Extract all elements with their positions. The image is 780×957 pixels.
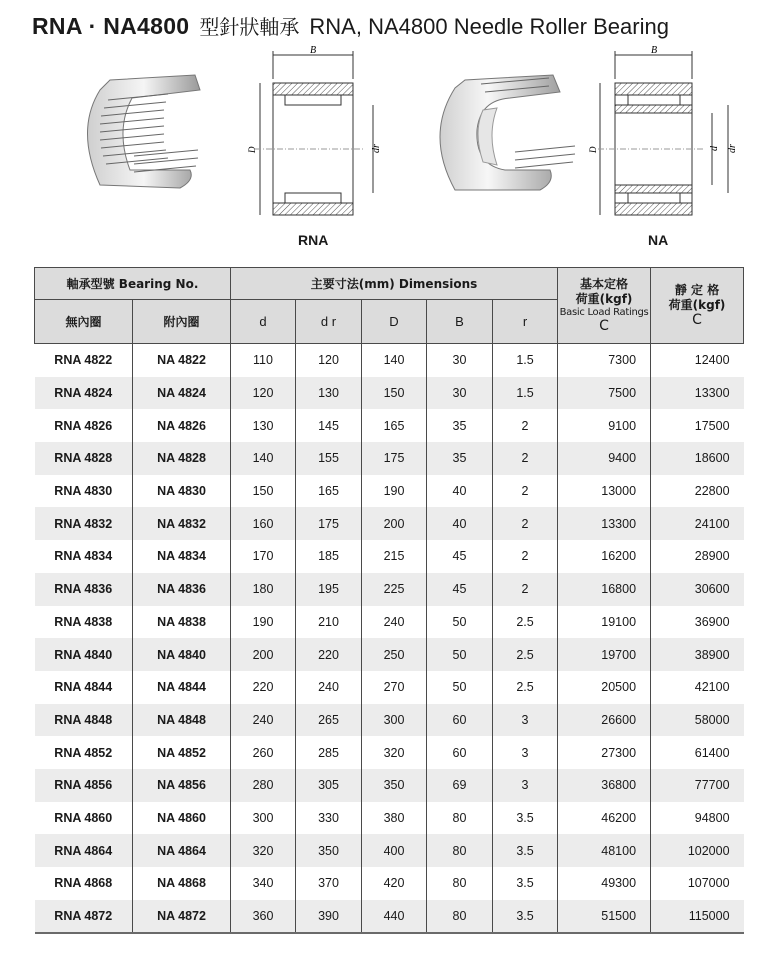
bearing-rna: RNA 4852	[35, 736, 133, 769]
load-static: 38900	[651, 638, 744, 671]
dim-r: 2.5	[493, 606, 558, 639]
na-section-diagram-icon	[580, 45, 750, 245]
bearing-na: NA 4860	[133, 802, 231, 835]
dim-d: 300	[231, 802, 296, 835]
dim-dr: 185	[296, 540, 362, 573]
load-static: 12400	[651, 344, 744, 377]
table-row	[35, 704, 744, 737]
load-static: 94800	[651, 802, 744, 835]
dim-B: 35	[427, 442, 493, 475]
dim-d: 190	[231, 606, 296, 639]
dim-dr: 210	[296, 606, 362, 639]
bearing-na: NA 4826	[133, 409, 231, 442]
load-dynamic: 16800	[558, 573, 651, 606]
load-dynamic: 48100	[558, 834, 651, 867]
dim-d: 220	[231, 671, 296, 704]
bearing-rna: RNA 4844	[35, 671, 133, 704]
dim-d: 110	[231, 344, 296, 377]
bearing-rna: RNA 4828	[35, 442, 133, 475]
load-dynamic: 7500	[558, 377, 651, 410]
load-dynamic: 7300	[558, 344, 651, 377]
bearing-na: NA 4822	[133, 344, 231, 377]
page-title	[32, 12, 669, 41]
load-static: 36900	[651, 606, 744, 639]
bearing-na: NA 4856	[133, 769, 231, 802]
header-dr: d r	[296, 300, 362, 344]
series-name: RNA · NA4800	[32, 13, 190, 39]
dim-B: 80	[427, 900, 493, 934]
dim-D: 250	[362, 638, 427, 671]
dim-D: 300	[362, 704, 427, 737]
load-dynamic: 49300	[558, 867, 651, 900]
header-bearing-no: 軸承型號 Bearing No.	[35, 268, 231, 300]
dim-d: 170	[231, 540, 296, 573]
load-dynamic: 9400	[558, 442, 651, 475]
dim-B: 30	[427, 377, 493, 410]
dim-dr: 165	[296, 475, 362, 508]
dim-r: 2.5	[493, 638, 558, 671]
load-static: 107000	[651, 867, 744, 900]
load-static: 42100	[651, 671, 744, 704]
dim-r: 3.5	[493, 802, 558, 835]
dim-r: 3.5	[493, 900, 558, 934]
bearing-na: NA 4844	[133, 671, 231, 704]
svg-text:dr: dr	[371, 144, 382, 153]
bearing-rna: RNA 4822	[35, 344, 133, 377]
dim-dr: 120	[296, 344, 362, 377]
dim-D: 440	[362, 900, 427, 934]
header-dimensions: 主要寸法(mm) Dimensions	[231, 268, 558, 300]
bearing-na: NA 4840	[133, 638, 231, 671]
dim-B: 35	[427, 409, 493, 442]
load-dynamic: 36800	[558, 769, 651, 802]
bearing-rna: RNA 4860	[35, 802, 133, 835]
dim-d: 200	[231, 638, 296, 671]
dim-d: 240	[231, 704, 296, 737]
bearing-na: NA 4838	[133, 606, 231, 639]
rna-section-diagram-icon	[245, 45, 395, 245]
table-row	[35, 573, 744, 606]
header-d: d	[231, 300, 296, 344]
header-B: B	[427, 300, 493, 344]
bearing-rna: RNA 4868	[35, 867, 133, 900]
dim-dr: 175	[296, 507, 362, 540]
header-static-load: 靜 定 格 荷重(kgf) C	[651, 268, 744, 344]
dim-d: 360	[231, 900, 296, 934]
dim-dr: 390	[296, 900, 362, 934]
load-dynamic: 9100	[558, 409, 651, 442]
dim-B: 60	[427, 704, 493, 737]
dim-dr: 330	[296, 802, 362, 835]
dim-d: 130	[231, 409, 296, 442]
dim-B: 50	[427, 606, 493, 639]
load-static: 102000	[651, 834, 744, 867]
dim-D: 215	[362, 540, 427, 573]
load-static: 61400	[651, 736, 744, 769]
dim-D: 175	[362, 442, 427, 475]
dim-D: 320	[362, 736, 427, 769]
dim-r: 2	[493, 409, 558, 442]
load-static: 115000	[651, 900, 744, 934]
bearing-rna: RNA 4824	[35, 377, 133, 410]
dim-dr: 220	[296, 638, 362, 671]
bearing-rna: RNA 4832	[35, 507, 133, 540]
spec-table	[34, 267, 744, 934]
load-static: 30600	[651, 573, 744, 606]
dim-D: 200	[362, 507, 427, 540]
load-static: 24100	[651, 507, 744, 540]
dim-dr: 305	[296, 769, 362, 802]
dim-r: 1.5	[493, 377, 558, 410]
header-without-inner-ring: 無內圈	[35, 300, 133, 344]
dim-d: 150	[231, 475, 296, 508]
table-row	[35, 442, 744, 475]
load-dynamic: 26600	[558, 704, 651, 737]
bearing-rna: RNA 4856	[35, 769, 133, 802]
dim-B: 40	[427, 507, 493, 540]
svg-text:dr: dr	[727, 144, 738, 153]
title-english: RNA, NA4800 Needle Roller Bearing	[309, 14, 669, 39]
dim-r: 2	[493, 507, 558, 540]
svg-text:d: d	[709, 146, 720, 151]
dim-r: 2.5	[493, 671, 558, 704]
bearing-rna: RNA 4834	[35, 540, 133, 573]
svg-text:B: B	[650, 45, 658, 56]
dim-D: 240	[362, 606, 427, 639]
load-static: 22800	[651, 475, 744, 508]
dim-B: 50	[427, 638, 493, 671]
load-dynamic: 27300	[558, 736, 651, 769]
dim-D: 420	[362, 867, 427, 900]
dim-dr: 130	[296, 377, 362, 410]
load-dynamic: 13300	[558, 507, 651, 540]
load-dynamic: 19100	[558, 606, 651, 639]
bearing-na: NA 4872	[133, 900, 231, 934]
dim-D: 140	[362, 344, 427, 377]
bearing-rna: RNA 4848	[35, 704, 133, 737]
load-static: 58000	[651, 704, 744, 737]
dim-B: 80	[427, 834, 493, 867]
dim-r: 2	[493, 573, 558, 606]
bearing-na: NA 4864	[133, 834, 231, 867]
dim-r: 3.5	[493, 834, 558, 867]
dim-D: 380	[362, 802, 427, 835]
dim-dr: 350	[296, 834, 362, 867]
bearing-na: NA 4830	[133, 475, 231, 508]
bearing-na: NA 4848	[133, 704, 231, 737]
dim-d: 320	[231, 834, 296, 867]
load-static: 13300	[651, 377, 744, 410]
dim-B: 45	[427, 540, 493, 573]
load-dynamic: 13000	[558, 475, 651, 508]
rna-bearing-photo-icon	[70, 70, 230, 200]
bearing-rna: RNA 4830	[35, 475, 133, 508]
dim-D: 150	[362, 377, 427, 410]
table-row	[35, 475, 744, 508]
dim-d: 260	[231, 736, 296, 769]
dim-dr: 285	[296, 736, 362, 769]
rna-caption: RNA	[298, 232, 329, 248]
table-row	[35, 507, 744, 540]
bearing-rna: RNA 4864	[35, 834, 133, 867]
bearing-na: NA 4828	[133, 442, 231, 475]
dim-r: 1.5	[493, 344, 558, 377]
dim-D: 190	[362, 475, 427, 508]
dim-r: 3.5	[493, 867, 558, 900]
table-row	[35, 834, 744, 867]
table-row	[35, 900, 744, 934]
load-static: 28900	[651, 540, 744, 573]
na-caption: NA	[648, 232, 669, 248]
load-dynamic: 20500	[558, 671, 651, 704]
table-row	[35, 802, 744, 835]
table-row	[35, 769, 744, 802]
dim-dr: 370	[296, 867, 362, 900]
dim-B: 69	[427, 769, 493, 802]
bearing-rna: RNA 4836	[35, 573, 133, 606]
load-static: 18600	[651, 442, 744, 475]
dim-D: 225	[362, 573, 427, 606]
table-row	[35, 638, 744, 671]
header-with-inner-ring: 附內圈	[133, 300, 231, 344]
table-row	[35, 736, 744, 769]
dim-dr: 240	[296, 671, 362, 704]
dim-D: 270	[362, 671, 427, 704]
dim-r: 3	[493, 704, 558, 737]
dim-r: 2	[493, 475, 558, 508]
dim-B: 40	[427, 475, 493, 508]
dim-B: 60	[427, 736, 493, 769]
na-bearing-photo-icon	[425, 70, 595, 205]
table-row	[35, 409, 744, 442]
header-D: D	[362, 300, 427, 344]
svg-text:D: D	[588, 146, 598, 153]
dim-d: 340	[231, 867, 296, 900]
bearing-rna: RNA 4826	[35, 409, 133, 442]
table-row	[35, 671, 744, 704]
dim-r: 2	[493, 442, 558, 475]
dim-d: 280	[231, 769, 296, 802]
dim-r: 3	[493, 769, 558, 802]
dim-d: 160	[231, 507, 296, 540]
dim-D: 400	[362, 834, 427, 867]
bearing-rna: RNA 4872	[35, 900, 133, 934]
bearing-na: NA 4836	[133, 573, 231, 606]
dim-d: 120	[231, 377, 296, 410]
dim-B: 30	[427, 344, 493, 377]
dim-r: 3	[493, 736, 558, 769]
table-row	[35, 540, 744, 573]
load-static: 77700	[651, 769, 744, 802]
dim-d: 180	[231, 573, 296, 606]
table-row	[35, 867, 744, 900]
load-dynamic: 51500	[558, 900, 651, 934]
table-row	[35, 377, 744, 410]
dim-dr: 145	[296, 409, 362, 442]
dim-B: 80	[427, 867, 493, 900]
dim-B: 50	[427, 671, 493, 704]
title-cjk: 型針狀軸承	[199, 15, 300, 39]
header-r: r	[493, 300, 558, 344]
bearing-na: NA 4868	[133, 867, 231, 900]
bearing-na: NA 4824	[133, 377, 231, 410]
load-dynamic: 19700	[558, 638, 651, 671]
dim-dr: 155	[296, 442, 362, 475]
dim-dr: 265	[296, 704, 362, 737]
header-dynamic-load: 基本定格 荷重(kgf) Basic Load Ratings C	[558, 268, 651, 344]
load-static: 17500	[651, 409, 744, 442]
dim-D: 165	[362, 409, 427, 442]
dim-r: 2	[493, 540, 558, 573]
bearing-na: NA 4834	[133, 540, 231, 573]
table-row	[35, 606, 744, 639]
load-dynamic: 16200	[558, 540, 651, 573]
dim-B: 45	[427, 573, 493, 606]
bearing-rna: RNA 4840	[35, 638, 133, 671]
svg-text:D: D	[247, 146, 257, 153]
dim-d: 140	[231, 442, 296, 475]
dim-B: 80	[427, 802, 493, 835]
bearing-na: NA 4832	[133, 507, 231, 540]
load-dynamic: 46200	[558, 802, 651, 835]
dim-D: 350	[362, 769, 427, 802]
bearing-rna: RNA 4838	[35, 606, 133, 639]
bearing-na: NA 4852	[133, 736, 231, 769]
dim-dr: 195	[296, 573, 362, 606]
svg-text:B: B	[309, 45, 317, 56]
table-row	[35, 344, 744, 377]
